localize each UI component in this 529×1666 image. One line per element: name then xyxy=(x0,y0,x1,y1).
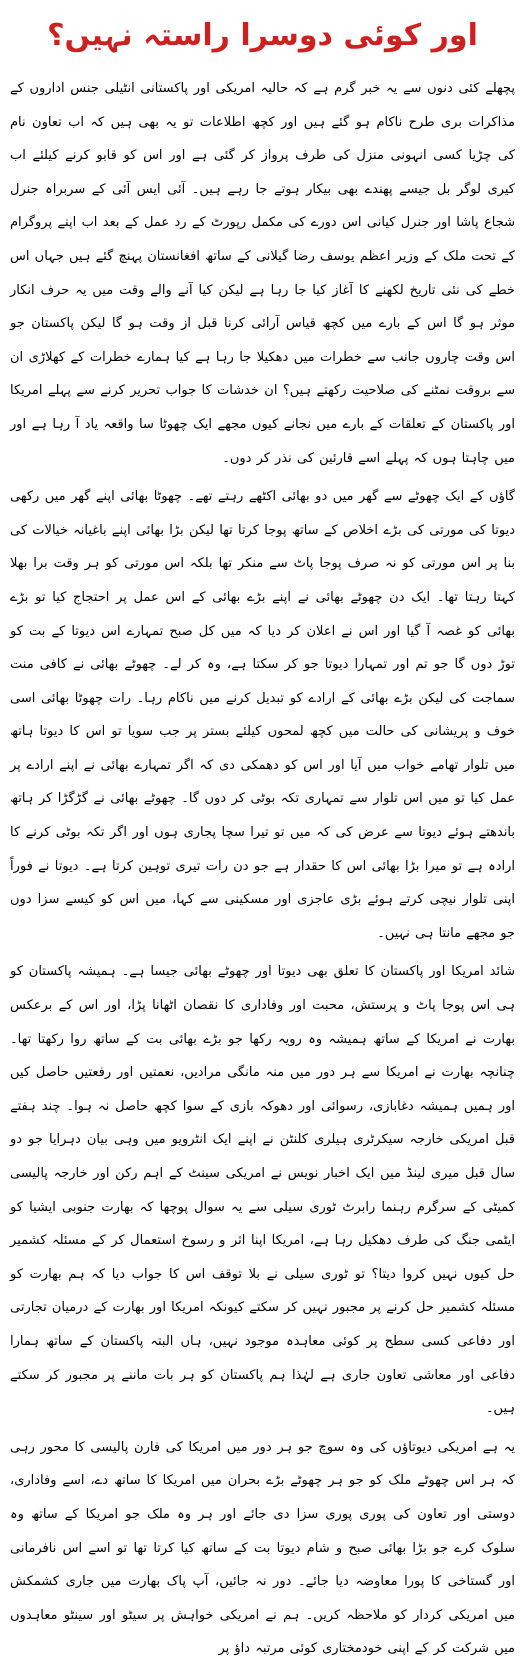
article-headline: اور کوئی دوسرا راستہ نہیں؟ xyxy=(47,18,478,53)
article-body xyxy=(10,72,515,1666)
article-paragraph-2: گاؤں کے ایک چھوٹے سے گھر میں دو بھائی اکٹھے رہتے تھے۔ چھوٹا بھائی اپنے گھر میں رکھی دیوتا کی مورتی کی بڑے اخلاص کے ساتھ پوجا کرتا تھا لیکن بڑا بھائی اپنے باغیانہ خیالات کی بنا پر اس مورتی کو نہ صرف پوجا پاٹ سے منکر تھا بلکہ اس مورتی کو ہر وقت برا بھلا کہتا رہتا تھا۔ ایک دن چھوٹے بھائی نے اپنے بڑے بھائی کے اس عمل پر احتجاج کیا تو بڑے بھائی کو غصہ آ گیا اور اس نے اعلان کر دیا کہ میں کل صبح تمہارے اس دیوتا کے بت کو توڑ دوں گا جو تم اور تمہارا دیوتا جو کر سکتا ہے، وہ کر لے۔ چھوٹے بھائی نے کافی منت سماجت کی لیکن بڑے بھائی کے ارادے کو تبدیل کرنے میں ناکام رہا۔ رات چھوٹا بھائی اسی خوف و پریشانی کی حالت میں کچھ لمحوں کیلئے بستر پر جب سویا تو اس کا دیوتا ہاتھ میں تلوار تھامے خواب میں آیا اور اس کو دھمکی دی کہ اگر تمہارے بھائی نے اپنے ارادے پر عمل کیا تو میں اس تلوار سے تمہاری تکہ بوٹی کر دوں گا۔ چھوٹے بھائی نے گڑگڑا کر ہاتھ باندھتے ہوئے دیوتا سے عرض کی کہ میں تو تیرا سچا پجاری ہوں اور اگر تکہ بوٹی کرنے کا ارادہ ہے تو میرا بڑا بھائی اس کا حقدار ہے جو دن رات تیری توہین کرتا ہے۔ دیوتا نے فوراً اپنی تلوار نیچی کرتے ہوئے بڑی عاجزی اور مسکینی سے کہا، میں اس کو کیسے سزا دوں جو مجھے مانتا ہی نہیں۔ xyxy=(10,489,515,941)
article-paragraph-1: پچھلے کئی دنوں سے یہ خبر گرم ہے کہ حالیہ امریکی اور پاکستانی انٹیلی جنس اداروں کے مذاکرات بری طرح ناکام ہو گئے ہیں اور کچھ اطلاعات تو یہ بھی ہیں کہ اب تعاون نام کی چڑیا کسی انہونی منزل کی طرف پرواز کر گئی ہے اور اس کو قابو کرنے کیلئے اب کیری لوگر بل جیسے پھندے بھی بیکار ہوتے جا رہے ہیں۔ آئی ایس آئی کے سربراہ جنرل شجاع پاشا اور جنرل کیانی اس دورے کی مکمل رپورٹ کے رد عمل کے بعد اب اپنے پروگرام کے تحت ملک کے وزیر اعظم یوسف رضا گیلانی کے ساتھ افغانستان پہنچ گئے ہیں جہاں اس خطے کی نئی تاریخ لکھنے کا آغاز کیا جا رہا ہے لیکن کیا آنے والے وقت میں یہ حرف انکار موثر ہو گا اس کے بارے میں کچھ قیاس آرائی کرنا قبل از وقت ہو گا لیکن پاکستان جو اس وقت چاروں جانب سے خطرات میں دھکیلا جا رہا ہے کیا ہمارے خطرات کے کھلاڑی ان سے بروقت نمٹنے کی صلاحیت رکھتے ہیں؟ ان خدشات کا جواب تحریر کرنے سے پہلے امریکا اور پاکستان کے تعلقات کے بارے میں نجانے کیوں مجھے ایک چھوٹا سا واقعہ یاد آ رہا ہے اور میں چاہتا ہوں کہ پہلے اسے قارئین کی نذر کر دوں۔ xyxy=(10,81,516,466)
article-paragraph-3: شائد امریکا اور پاکستان کا تعلق بھی دیوتا اور چھوٹے بھائی جیسا ہے۔ ہمیشہ پاکستان کو ہی اس پوجا پاٹ و پرستش، محبت اور وفاداری کا نقصان اٹھانا پڑا، اور اس کے برعکس بھارت نے امریکا کے ساتھ ہمیشہ وہ رویہ رکھا جو بڑے بھائی بت کے ساتھ روا رکھتا تھا۔ چنانچہ بھارت نے امریکا سے ہر دور میں منہ مانگی مرادیں، نعمتیں اور رفعتیں حاصل کیں اور ہمیں ہمیشہ دغابازی، رسوائی اور دھوکہ بازی کے سوا کچھ حاصل نہ ہوا۔ چند ہفتے قبل امریکی خارجہ سیکرٹری ہیلری کلنٹن نے اپنے ایک انٹرویو میں وہی بیان دہرایا جو دو سال قبل میری لینڈ میں ایک اخبار نویس نے امریکی سینٹ کے اہم رکن اور خارجہ پالیسی کمیٹی کے سرگرم رہنما رابرٹ ٹوری سیلی سے یہ سوال پوچھا کہ بھارت جنوبی ایشیا کو ایٹمی جنگ کی طرف دھکیل رہا ہے، امریکا اپنا اثر و رسوخ استعمال کر کے مسئلہ کشمیر حل کیوں نہیں کروا دیتا؟ تو ٹوری سیلی نے بلا توقف اس کا جواب دیا کہ ہم بھارت کو مسئلہ کشمیر حل کرنے پر مجبور نہیں کر سکتے کیونکہ امریکا اور بھارت کے درمیان تجارتی اور دفاعی کسی سطح پر کوئی معاہدہ موجود نہیں، ہاں البتہ پاکستان کے ساتھ ہمارا دفاعی اور معاشی تعاون جاری ہے لہٰذا ہم پاکستان کو ہر بات ماننے پر مجبور کر سکتے ہیں۔ xyxy=(10,964,515,1417)
article-paragraph-4: یہ ہے امریکی دیوتاؤں کی وہ سوچ جو ہر دور میں امریکا کی فارن پالیسی کا محور رہی کہ ہر اس چھوٹے ملک کو جو ہر چھوٹے بڑے بحران میں امریکا کا ساتھ دے، اسے وفاداری، دوستی اور تعاون کی پوری پوری سزا دی جائے اور ہر وہ ملک جو امریکا کے ساتھ وہ سلوک کرے جو بڑا بھائی صبح و شام دیوتا بت کے ساتھ کیا کرتا تھا تو اسے اس نافرمانی اور گستاخی کا پورا معاوضہ دیا جائے۔ دور نہ جائیں، آپ پاک بھارت میں جاری کشمکش میں امریکی کردار کو ملاحظہ کریں۔ ہم نے امریکی خواہش پر سیٹو اور سینٹو معاہدوں میں شرکت کر کے اپنی خودمختاری کوئی مرتبہ داؤ پر xyxy=(10,1439,515,1657)
